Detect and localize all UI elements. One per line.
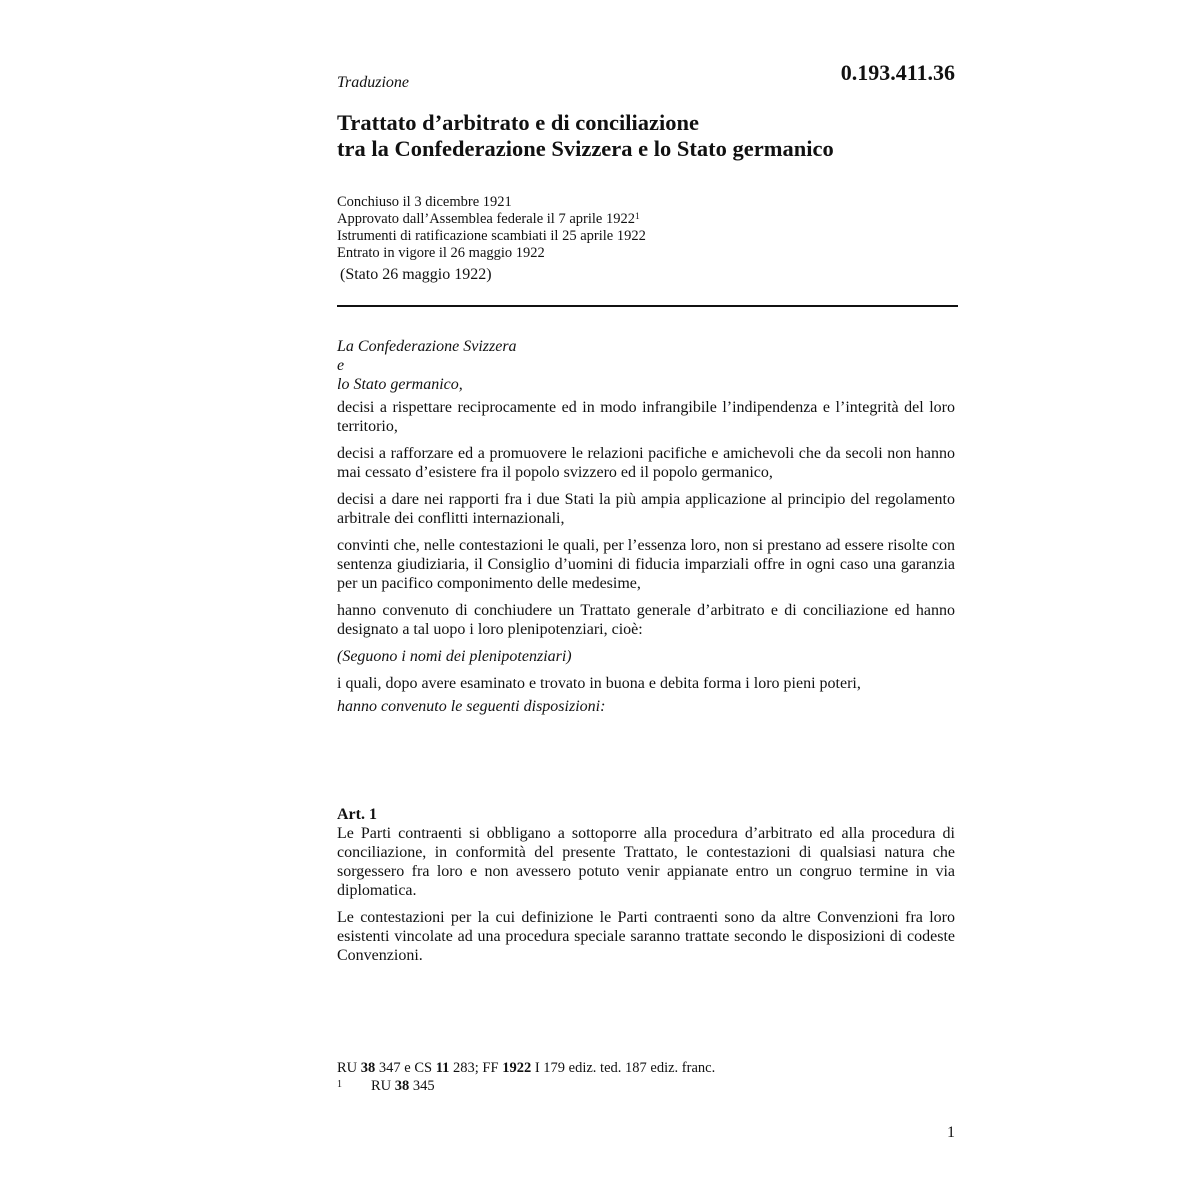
preamble-paragraph: decisi a dare nei rapporti fra i due Stati la più ampia applicazione al principio del regolamento arbitrale dei conflitti internazionali,: [337, 491, 955, 527]
fn-bold: 38: [360, 1060, 376, 1076]
concluded-date: Conchiuso il 3 dicembre 1921: [337, 194, 512, 210]
preamble-paragraph: hanno convenuto di conchiudere un Trattato generale d’arbitrato e di conciliazione ed hanno designato a tal uopo i loro plenipotenziari, cioè:: [337, 602, 955, 638]
in-force-date: Entrato in vigore il 26 maggio 1922: [337, 245, 545, 261]
article-1: [337, 805, 955, 965]
ratification-date: Istrumenti di ratificazione scambiati il 25 aprile 1922: [337, 228, 646, 244]
fn-text: 345: [409, 1078, 435, 1094]
status-date: (Stato 26 maggio 1922): [340, 266, 492, 283]
footnotes: [337, 1059, 957, 1095]
footnote-ref-1[interactable]: 1: [634, 212, 640, 222]
fn-text: I 179 ediz. ted. 187 ediz. franc.: [531, 1060, 716, 1076]
fn-text: 347 e CS: [375, 1060, 436, 1076]
preamble-closing: hanno convenuto le seguenti disposizioni:: [337, 698, 606, 715]
article-paragraph: Le Parti contraenti si obbligano a sottoporre alla procedura d’arbitrato ed alla procedura di conciliazione, in conformità del presente Trattato, le contestazioni di qualsiasi natura che sorgessero fra loro e non avessero potuto venir appianate entro un congruo termine in via diplomatica.: [337, 825, 955, 899]
plenipotentiaries-note: (Seguono i nomi dei plenipotenziari): [337, 648, 572, 665]
fn-bold: 38: [394, 1078, 410, 1094]
sr-number: 0.193.411.36: [840, 60, 955, 85]
fn-text: 283; FF: [449, 1060, 503, 1076]
fn-bold: 11: [435, 1060, 450, 1076]
footnote-1: [337, 1077, 957, 1095]
article-paragraph: Le contestazioni per la cui definizione le Parti contraenti sono da altre Convenzioni fra loro esistenti vincolate ad una procedura speciale saranno trattate secondo le disposizioni di codeste Convenzioni.: [337, 909, 955, 964]
preamble-paragraph: decisi a rafforzare ed a promuovere le relazioni pacifiche e amichevoli che da secoli non hanno mai cessato d’esistere fra il popolo svizzero ed il popolo germanico,: [337, 445, 955, 481]
page-number: 1: [947, 1124, 955, 1141]
article-heading: Art. 1: [337, 806, 377, 823]
fn-text: RU: [371, 1078, 395, 1094]
approved-text: Approvato dall’Assemblea federale il 7 aprile 1922: [337, 211, 635, 227]
treaty-metadata: [337, 194, 957, 262]
preamble-paragraph: decisi a rispettare reciprocamente ed in modo infrangibile l’indipendenza e l’integrità del loro territorio,: [337, 399, 955, 435]
title-line-2: tra la Confederazione Svizzera e lo Stato germanico: [337, 136, 834, 161]
document-title: [337, 110, 977, 162]
header-divider: [337, 305, 958, 307]
party-swiss: La Confederazione Svizzera: [337, 338, 517, 355]
footnote-1-mark: 1: [337, 1079, 342, 1090]
preamble: [337, 337, 955, 716]
party-german: lo Stato germanico,: [337, 376, 463, 393]
title-line-1: Trattato d’arbitrato e di conciliazione: [337, 110, 700, 135]
party-conjunction: e: [337, 357, 345, 374]
translation-label: Traduzione: [337, 74, 410, 91]
approved-date: [337, 211, 957, 228]
fn-bold: 1922: [502, 1060, 532, 1076]
fn-text: RU: [337, 1060, 361, 1076]
source-footnote: [337, 1059, 957, 1077]
preamble-paragraph: convinti che, nelle contestazioni le quali, per l’essenza loro, non si prestano ad essere risolte con sentenza giudiziaria, il Consiglio d’uomini di fiducia imparziali offre in ogni caso una garanzia per un pacifico componimento delle medesime,: [337, 537, 955, 592]
preamble-paragraph: i quali, dopo avere esaminato e trovato in buona e debita forma i loro pieni poteri,: [337, 675, 861, 692]
